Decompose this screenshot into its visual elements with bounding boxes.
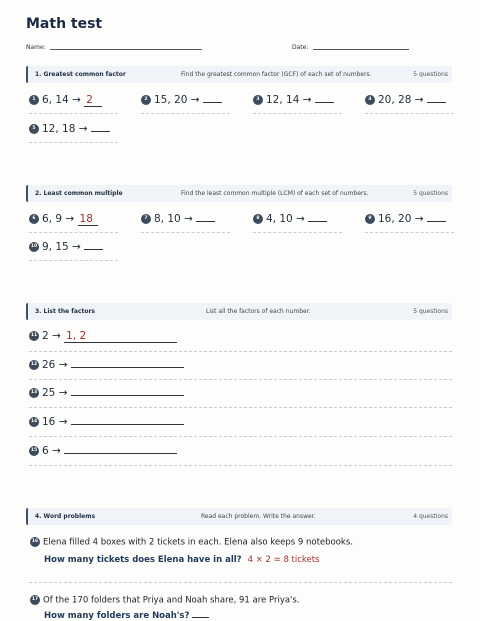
question-1: 1 6, 14 → 2 [29,94,102,107]
answer-field[interactable] [192,610,209,618]
divider [29,582,452,583]
question-number-badge: 13 [29,388,39,398]
question-15: 15 6 → [29,445,177,457]
section-header-lcm [26,185,452,202]
divider [141,113,230,114]
section-title: 1. Greatest common factor [35,71,126,78]
answer-field[interactable] [427,94,446,103]
question-16-story: 16 Elena filled 4 boxes with 2 tickets in each. Elena also keeps 9 notebooks. [31,537,353,548]
answer-field[interactable]: 2 [84,94,102,107]
question-number-badge: 12 [29,360,39,370]
answer-field[interactable] [71,416,184,425]
section-header-word-problems [26,508,452,525]
section-instruction: Read each problem. Write the answer. [201,513,316,520]
question-count: 4 questions [413,513,448,520]
name-field[interactable] [50,49,202,50]
question-number-badge: 16 [30,537,40,547]
question-7: 7 8, 10 → [141,213,215,225]
question-number-badge: 7 [141,214,151,224]
question-number-badge: 17 [30,595,40,605]
divider [365,113,454,114]
divider [365,232,454,233]
answer-field[interactable] [196,213,215,222]
answer-field[interactable] [71,359,184,368]
divider [29,113,118,114]
question-count: 5 questions [413,190,448,197]
divider [29,407,452,408]
divider [29,232,118,233]
answer-field[interactable]: 1, 2 [64,330,177,343]
divider [29,379,452,380]
question-4: 4 20, 28 → [365,94,446,106]
name-label: Name: [26,44,46,51]
question-count: 5 questions [413,71,448,78]
page-title: Math test [26,16,103,32]
question-number-badge: 11 [29,331,39,341]
question-number-badge: 14 [29,417,39,427]
question-number-badge: 1 [29,95,39,105]
question-count: 5 questions [413,308,448,315]
question-17-story: 17 Of the 170 folders that Priya and Noah share, 91 are Priya's. [31,595,300,606]
section-instruction: Find the least common multiple (LCM) of each set of numbers. [181,190,369,197]
question-6: 6 6, 9 → 18 [29,213,98,226]
question-5: 5 12, 18 → [29,123,110,135]
question-3: 3 12, 14 → [253,94,334,106]
question-13: 13 25 → [29,387,184,399]
date-label: Date: [292,44,309,51]
question-number-badge: 2 [141,95,151,105]
question-number-badge: 3 [253,95,263,105]
answer-field[interactable]: 4 × 2 = 8 tickets [247,555,320,565]
divider [253,113,342,114]
answer-field[interactable] [71,387,184,396]
answer-field[interactable] [203,94,222,103]
divider [29,351,452,352]
question-16-prompt: How many tickets does Elena have in all? 4 × 2 = 8 tickets [44,555,320,565]
answer-field[interactable] [84,241,103,250]
answer-field[interactable] [427,213,446,222]
divider [253,232,342,233]
question-17-prompt: How many folders are Noah's? [44,610,209,621]
question-14: 14 16 → [29,416,184,428]
section-header-factors [26,303,452,320]
question-8: 8 4, 10 → [253,213,327,225]
question-12: 12 26 → [29,359,184,371]
section-header-gcf [26,66,452,83]
section-instruction: List all the factors of each number. [206,308,311,315]
section-title: 4. Word problems [35,513,96,520]
question-9: 9 16, 20 → [365,213,446,225]
answer-field[interactable] [64,445,177,454]
divider [29,260,118,261]
question-number-badge: 9 [365,214,375,224]
question-2: 2 15, 20 → [141,94,222,106]
divider [29,142,118,143]
answer-field[interactable] [315,94,334,103]
answer-field[interactable]: 18 [78,213,98,226]
divider [141,232,230,233]
divider [29,465,452,466]
section-instruction: Find the greatest common factor (GCF) of each set of numbers. [181,71,372,78]
question-number-badge: 4 [365,95,375,105]
answer-field[interactable] [91,123,110,132]
date-field[interactable] [313,49,409,50]
question-number-badge: 10 [29,242,39,252]
question-number-badge: 8 [253,214,263,224]
section-title: 3. List the factors [35,308,95,315]
divider [29,436,452,437]
question-11: 11 2 → 1, 2 [29,330,177,343]
question-number-badge: 5 [29,124,39,134]
question-10: 10 9, 15 → [29,241,103,253]
answer-field[interactable] [308,213,327,222]
question-number-badge: 6 [29,214,39,224]
section-title: 2. Least common multiple [35,190,123,197]
question-number-badge: 15 [29,446,39,456]
